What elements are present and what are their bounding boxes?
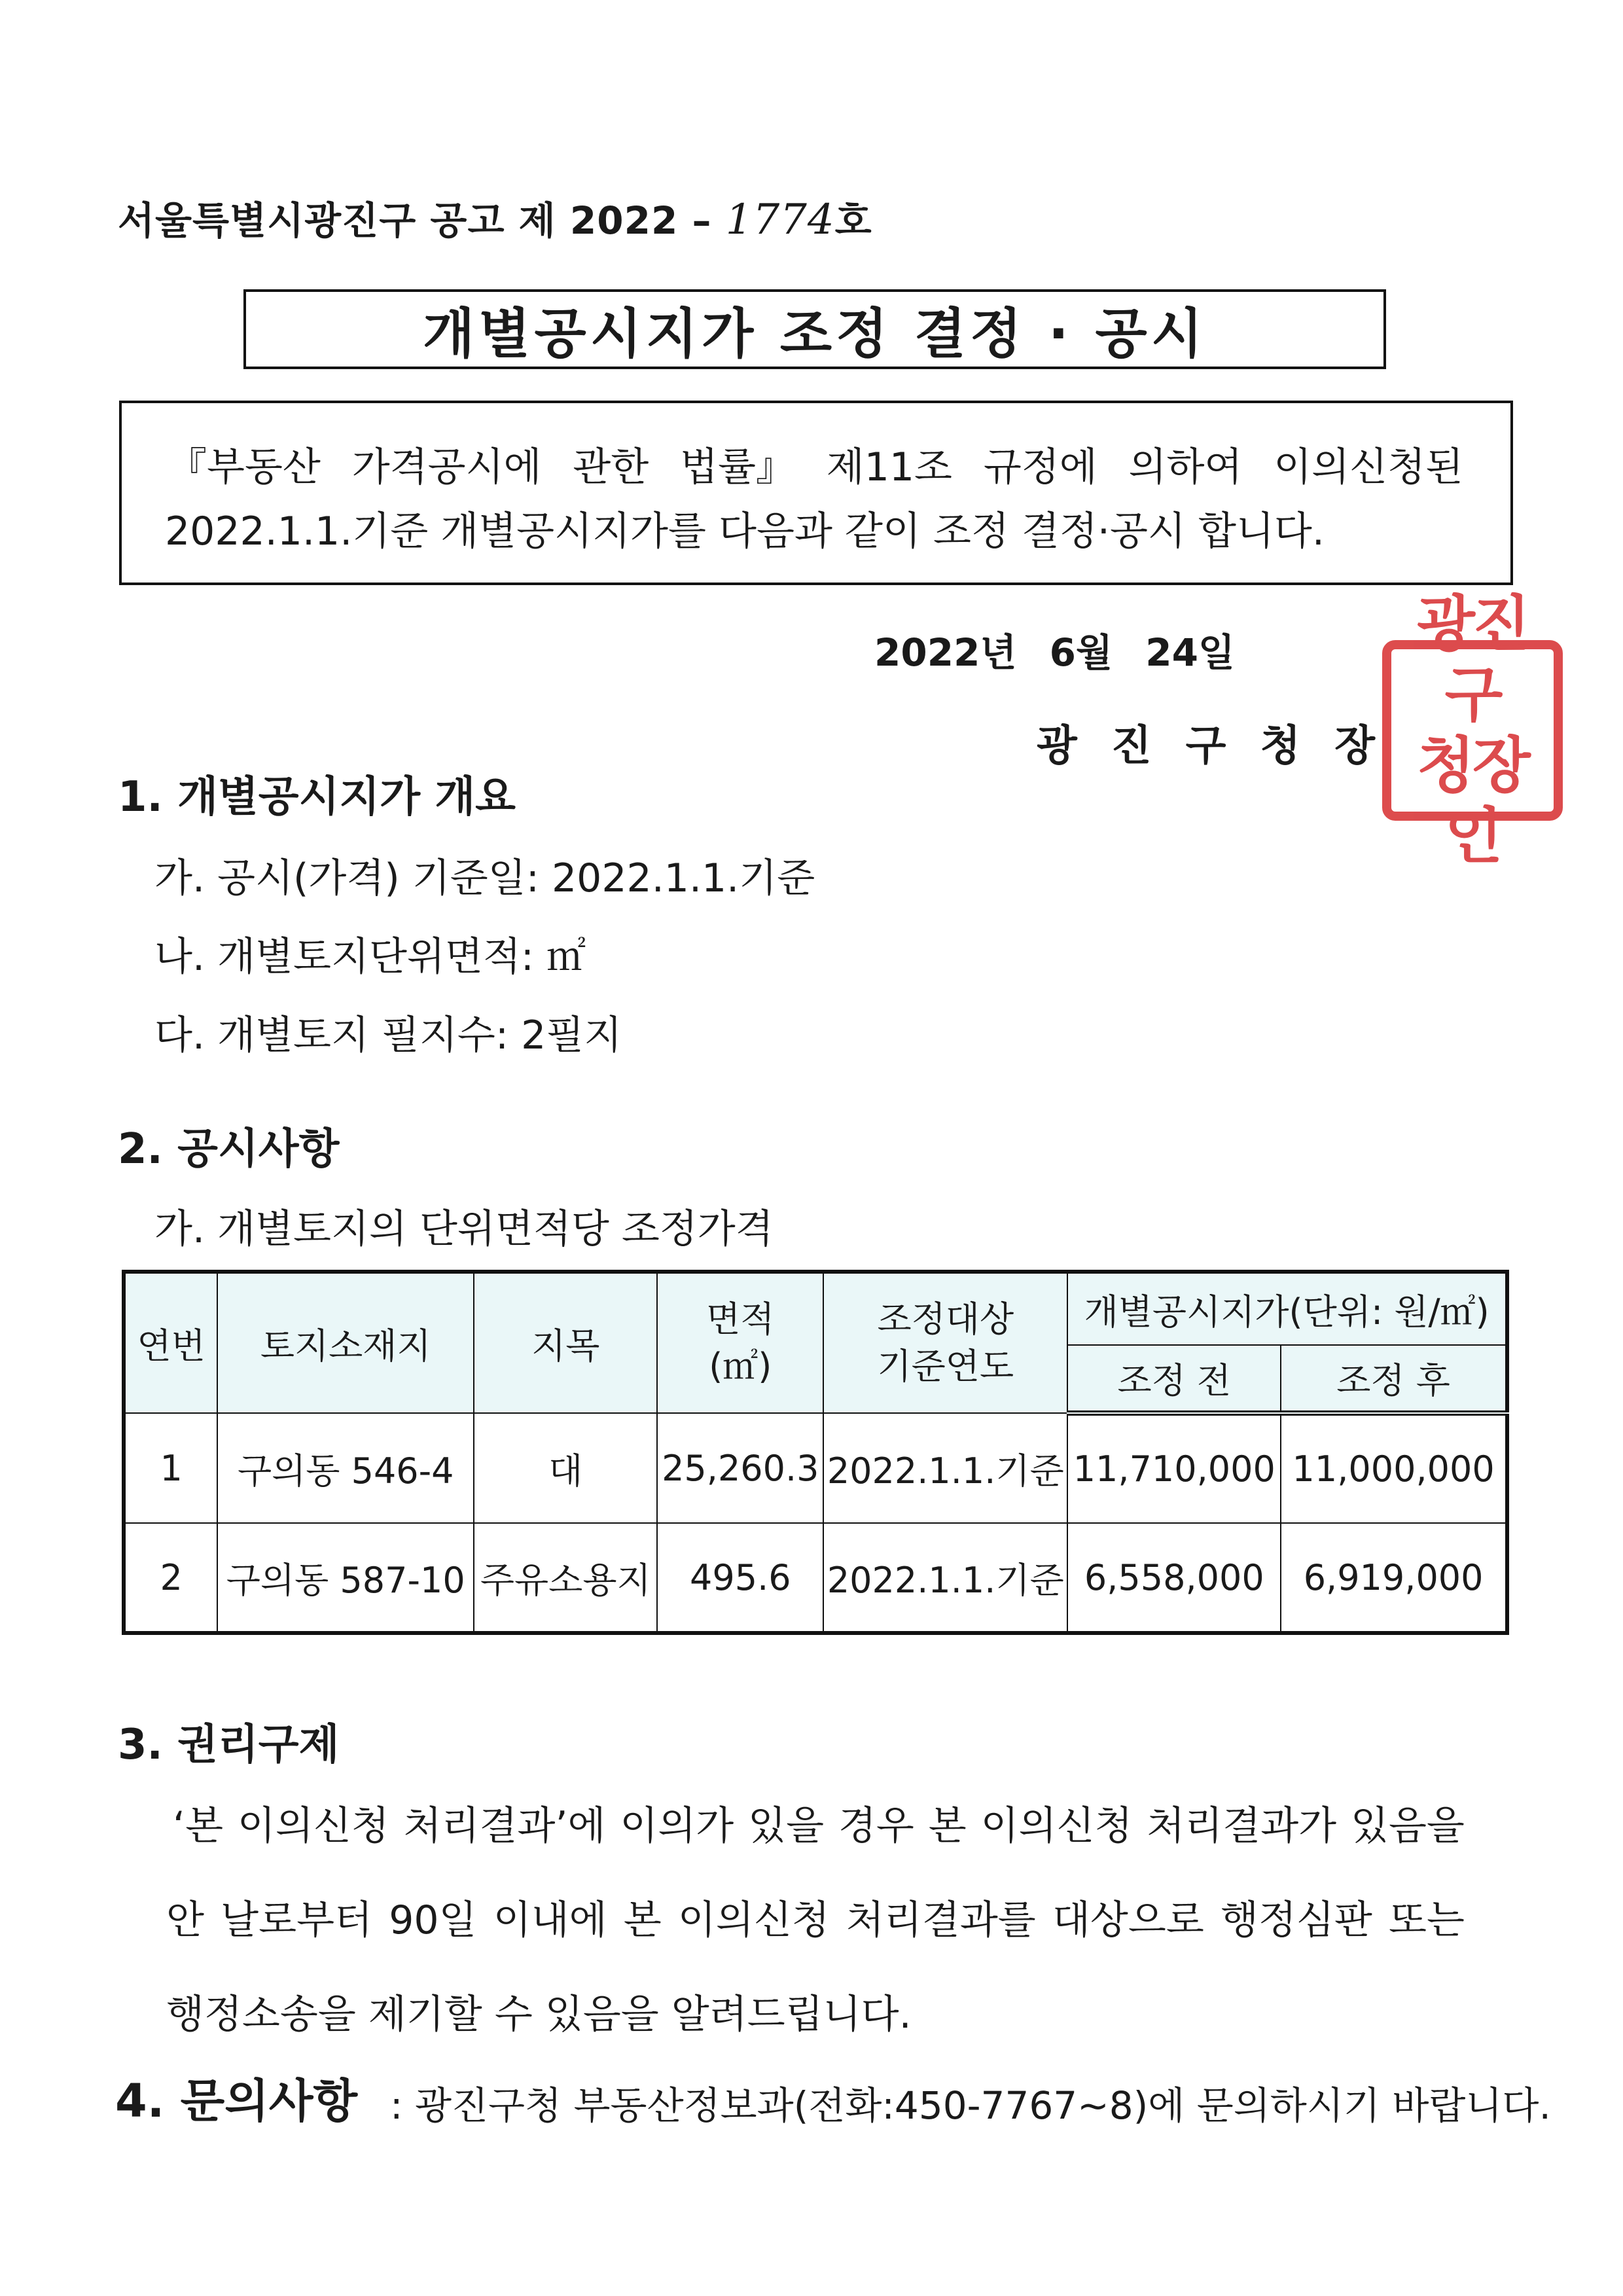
section-3-line-3: 행정소송을 제기할 수 있음을 알려드립니다. xyxy=(166,1992,912,2037)
intro-word: 법률』 xyxy=(680,444,795,490)
cell-location: 구의동 587-10 xyxy=(217,1523,474,1633)
paragraph-word: 있음을 xyxy=(1351,1803,1465,1849)
header-price-group: 개별공시지가(단위: 원/㎡) xyxy=(1067,1272,1507,1345)
paragraph-word: 이의신청 xyxy=(677,1897,830,1943)
cell-base-year: 2022.1.1.기준 xyxy=(823,1413,1067,1523)
section-3-heading: 3. 권리구제 xyxy=(118,1721,340,1769)
header-category: 지목 xyxy=(474,1272,657,1413)
cell-category: 대 xyxy=(474,1413,657,1523)
handwritten-notice-number: 1774 xyxy=(725,196,835,244)
section-2-heading: 2. 공시사항 xyxy=(118,1125,340,1174)
paragraph-word: 이의신청 xyxy=(237,1803,389,1849)
notice-prefix: 서울특별시광진구 공고 제 2022 – xyxy=(118,198,712,243)
paragraph-word: 90일 xyxy=(389,1897,477,1943)
document-title: 개별공시지가 조정 결정 · 공시 xyxy=(243,289,1386,369)
header-area-line-1: 면적 xyxy=(706,1299,775,1340)
paragraph-word: 안 xyxy=(166,1897,204,1943)
intro-word: 관한 xyxy=(573,444,649,490)
cell-base-year: 2022.1.1.기준 xyxy=(823,1523,1067,1633)
cell-area: 495.6 xyxy=(657,1523,823,1633)
header-before: 조정 전 xyxy=(1067,1345,1281,1413)
section-1-item: 가. 공시(가격) 기준일: 2022.1.1.기준 xyxy=(154,855,815,901)
header-area-line-2: (㎡) xyxy=(709,1346,772,1387)
section-3-line-1 xyxy=(173,1795,1465,1851)
notice-suffix: 호 xyxy=(834,198,872,243)
paragraph-word: 이의신청 xyxy=(980,1803,1133,1849)
header-location: 토지소재지 xyxy=(217,1272,474,1413)
cell-area: 25,260.3 xyxy=(657,1413,823,1523)
paragraph-word: 처리결과’에 xyxy=(403,1803,606,1849)
header-area xyxy=(657,1272,823,1413)
section-3-line-2 xyxy=(166,1889,1465,1945)
issuer-name: 광진구청장 xyxy=(1037,722,1410,770)
intro-box xyxy=(119,401,1513,585)
section-1-item: 다. 개별토지 필지수: 2필지 xyxy=(154,1013,622,1058)
intro-word: 이의신청된 xyxy=(1274,444,1463,490)
section-1-item: 나. 개별토지단위면적: ㎡ xyxy=(154,934,586,980)
intro-word: 의하여 xyxy=(1128,444,1243,490)
official-seal xyxy=(1382,589,1563,871)
cell-category: 주유소용지 xyxy=(474,1523,657,1633)
intro-word: 가격공시에 xyxy=(351,444,542,490)
paragraph-word: 이내에 xyxy=(493,1897,607,1943)
intro-line-1 xyxy=(168,436,1463,492)
section-2-subheading: 가. 개별토지의 단위면적당 조정가격 xyxy=(154,1206,774,1252)
header-base-year xyxy=(823,1272,1067,1413)
paragraph-word: 있을 xyxy=(748,1803,825,1849)
table-row xyxy=(124,1413,1507,1523)
section-1-heading: 1. 개별공시지가 개요 xyxy=(118,773,516,821)
header-no: 연번 xyxy=(124,1272,217,1413)
cell-price-after: 6,919,000 xyxy=(1281,1523,1507,1633)
cell-price-after: 11,000,000 xyxy=(1281,1413,1507,1523)
intro-word: 제11조 xyxy=(826,444,953,490)
paragraph-word: 또는 xyxy=(1389,1897,1465,1943)
price-table xyxy=(122,1270,1509,1635)
seal-text-line-1: 광진구 xyxy=(1417,589,1528,730)
section-4-text: : 광진구청 부동산정보과(전화:450-7767~8)에 문의하시기 바랍니다. xyxy=(390,2083,1551,2128)
paragraph-word: ‘본 xyxy=(173,1803,224,1849)
intro-word: 『부동산 xyxy=(168,444,321,490)
table-row xyxy=(124,1523,1507,1633)
header-year-line-2: 기준연도 xyxy=(877,1346,1014,1387)
header-after: 조정 후 xyxy=(1281,1345,1507,1413)
paragraph-word: 행정심판 xyxy=(1220,1897,1372,1943)
cell-no: 1 xyxy=(124,1413,217,1523)
paragraph-word: 처리결과가 xyxy=(1147,1803,1337,1849)
paragraph-word: 날로부터 xyxy=(221,1897,372,1943)
paragraph-word: 이의가 xyxy=(620,1803,734,1849)
cell-price-before: 6,558,000 xyxy=(1067,1523,1281,1633)
paragraph-word: 경우 xyxy=(838,1803,914,1849)
paragraph-word: 처리결과를 xyxy=(846,1897,1036,1943)
paragraph-word: 본 xyxy=(623,1897,662,1943)
paragraph-word: 대상으로 xyxy=(1052,1897,1204,1943)
intro-line-2: 2022.1.1.기준 개별공시지가를 다음과 같이 조정 결정·공시 합니다. xyxy=(165,509,1325,554)
section-4-heading: 4. 문의사항 xyxy=(115,2074,358,2128)
seal-text-line-2: 청장인 xyxy=(1417,730,1528,871)
notice-number-line xyxy=(118,190,872,245)
paragraph-word: 본 xyxy=(928,1803,967,1849)
header-year-line-1: 조정대상 xyxy=(877,1299,1014,1340)
cell-location: 구의동 546-4 xyxy=(217,1413,474,1523)
cell-no: 2 xyxy=(124,1523,217,1633)
notice-date: 2022년 6월 24일 xyxy=(874,630,1235,675)
intro-word: 규정에 xyxy=(983,444,1097,490)
cell-price-before: 11,710,000 xyxy=(1067,1413,1281,1523)
